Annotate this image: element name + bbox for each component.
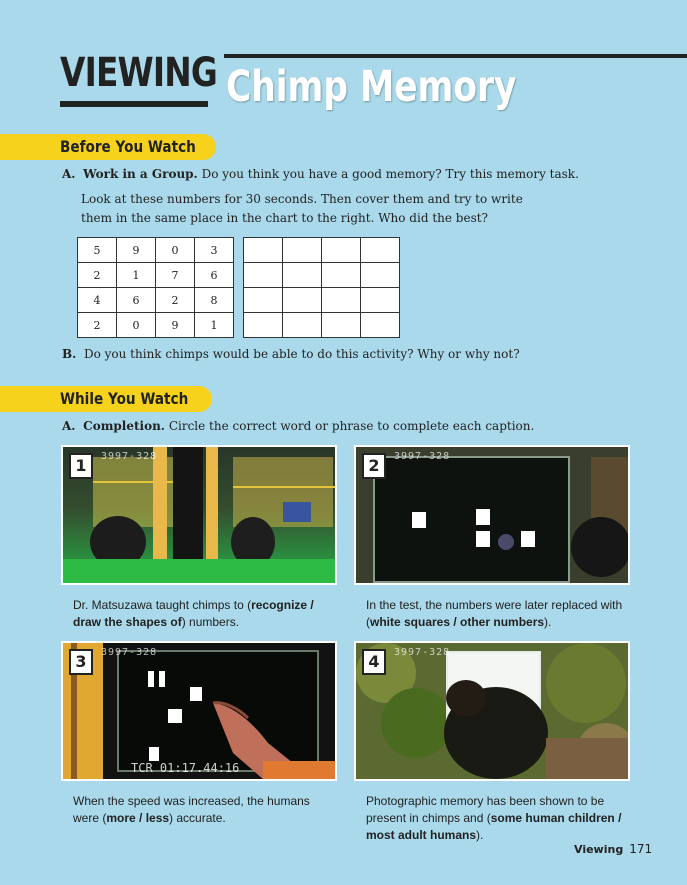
photo-1 — [61, 445, 337, 585]
photo-4 — [354, 641, 630, 781]
answer-cell[interactable] — [361, 313, 400, 338]
grid-cell: 2 — [78, 313, 117, 338]
question-bold: Work in a Group. — [83, 167, 198, 181]
answer-cell[interactable] — [361, 288, 400, 313]
grid-cell: 0 — [156, 238, 195, 263]
before-question-a — [62, 166, 579, 183]
caption-1 — [73, 597, 343, 631]
caption-options: white squares / other numbers — [370, 615, 545, 629]
answer-cell[interactable] — [244, 288, 283, 313]
while-heading: While You Watch — [60, 389, 189, 408]
before-heading-bar — [0, 134, 216, 160]
title-rule — [224, 54, 687, 58]
grid-cell: 1 — [195, 313, 234, 338]
answer-cell[interactable] — [322, 263, 361, 288]
footer-section: Viewing — [574, 843, 624, 856]
instructions-paragraph: Look at these numbers for 30 seconds. Then cover them and try to write them in the same place in the chart to the right. Who did the best? — [81, 192, 523, 225]
caption-text: Photographic memory has been shown to be present in chimps and ( — [366, 794, 605, 825]
question-letter: A. — [62, 167, 76, 181]
caption-3 — [73, 793, 335, 827]
chimp-forest-illustration — [356, 643, 628, 779]
answer-cell[interactable] — [361, 263, 400, 288]
question-text: Do you think chimps would be able to do this activity? Why or why not? — [83, 347, 520, 361]
photo-stamp: 3997-328 — [394, 451, 451, 462]
timecode: TCR 01:17.44:16 — [131, 761, 240, 775]
question-bold: Completion. — [83, 419, 165, 433]
question-letter: A. — [62, 419, 76, 433]
answer-cell[interactable] — [283, 238, 322, 263]
photo-stamp: 3997-328 — [101, 647, 158, 658]
photo-number: 1 — [69, 453, 93, 479]
grid-cell: 3 — [195, 238, 234, 263]
answer-cell[interactable] — [283, 313, 322, 338]
caption-text: ). — [544, 615, 552, 629]
kicker-underline — [60, 101, 208, 107]
grid-cell: 7 — [156, 263, 195, 288]
answer-cell[interactable] — [244, 313, 283, 338]
answer-cell[interactable] — [361, 238, 400, 263]
page-title: Chimp Memory — [226, 62, 517, 112]
caption-text: ) accurate. — [169, 811, 226, 825]
question-text: Circle the correct word or phrase to complete each caption. — [168, 419, 535, 433]
answer-cell[interactable] — [283, 263, 322, 288]
caption-options: more / less — [106, 811, 170, 825]
touchscreen-illustration — [356, 447, 628, 583]
page-number: 171 — [629, 842, 653, 856]
photo-2 — [354, 445, 630, 585]
caption-text: Dr. Matsuzawa taught chimps to ( — [73, 598, 252, 612]
grid-cell: 1 — [117, 263, 156, 288]
caption-2 — [366, 597, 636, 631]
grid-cell: 9 — [117, 238, 156, 263]
photo-number: 4 — [362, 649, 386, 675]
answer-grid — [243, 237, 400, 338]
photo-number: 2 — [362, 453, 386, 479]
grid-cell: 4 — [78, 288, 117, 313]
answer-cell[interactable] — [244, 263, 283, 288]
photo-stamp: 3997-328 — [101, 451, 158, 462]
question-letter: B. — [62, 347, 77, 361]
human-test-illustration — [63, 643, 335, 779]
section-kicker: VIEWING — [60, 50, 218, 96]
chimp-lab-illustration — [63, 447, 335, 583]
photo-stamp: 3997-328 — [394, 647, 451, 658]
caption-text: In the test, the numbers were later replaced with ( — [366, 598, 623, 629]
caption-options: recognize / draw the shapes of — [73, 598, 314, 629]
caption-text: ) numbers. — [181, 615, 240, 629]
caption-options: some human children / most adult humans — [366, 811, 622, 842]
answer-cell[interactable] — [322, 313, 361, 338]
answer-cell[interactable] — [322, 238, 361, 263]
grid-cell: 2 — [156, 288, 195, 313]
photo-number: 3 — [69, 649, 93, 675]
grid-cell: 8 — [195, 288, 234, 313]
grid-cell: 5 — [78, 238, 117, 263]
answer-cell[interactable] — [322, 288, 361, 313]
answer-cell[interactable] — [283, 288, 322, 313]
caption-4 — [366, 793, 628, 844]
grid-cell: 2 — [78, 263, 117, 288]
grid-cell: 9 — [156, 313, 195, 338]
page-footer — [574, 842, 652, 856]
before-heading: Before You Watch — [60, 137, 196, 156]
grid-cell: 0 — [117, 313, 156, 338]
caption-text: ). — [476, 828, 484, 842]
photo-3 — [61, 641, 337, 781]
number-grid — [77, 237, 234, 338]
grid-cell: 6 — [195, 263, 234, 288]
caption-text: When the speed was increased, the humans were ( — [73, 794, 310, 825]
question-text: Do you think you have a good memory? Try this memory task. — [201, 167, 579, 181]
while-heading-bar — [0, 386, 212, 412]
grid-cell: 6 — [117, 288, 156, 313]
answer-cell[interactable] — [244, 238, 283, 263]
before-question-b — [62, 346, 520, 363]
while-question-a — [62, 418, 534, 435]
